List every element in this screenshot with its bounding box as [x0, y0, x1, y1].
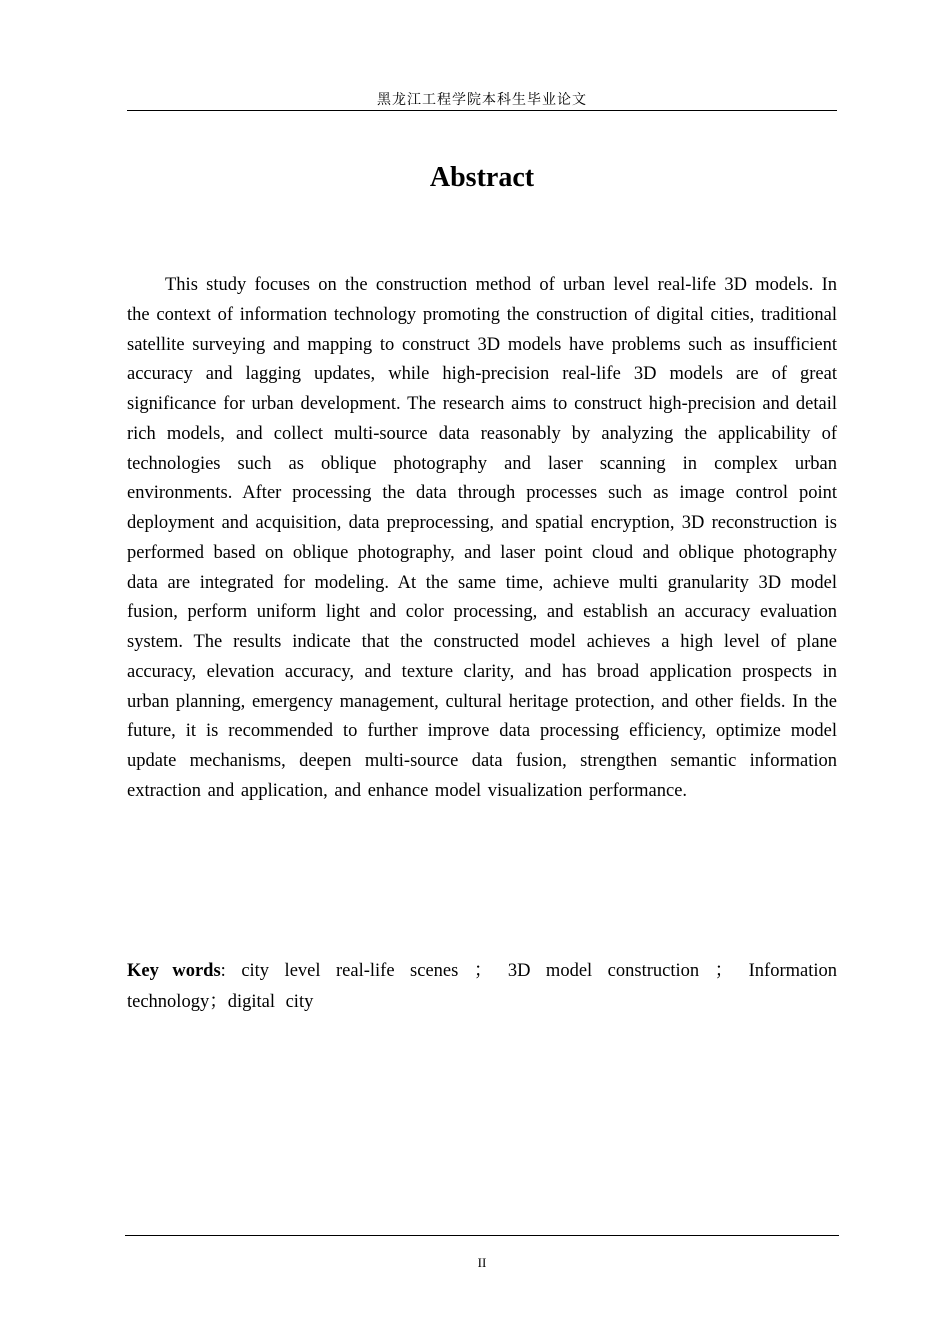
keywords-separator: : [220, 961, 242, 981]
header-divider [127, 110, 837, 111]
keywords-text: city level real-life scenes ； 3D model construction ； Information technology；digital city [127, 961, 837, 1012]
abstract-title: Abstract [429, 162, 535, 193]
abstract-body: This study focuses on the construction method of urban level real-life 3D models. In the context of information technology promoting the construction of digital cities, traditional satellite surveying and mapping to construct 3D models have problems such as insufficient accuracy and lagging updates, while high-precision real-life 3D models are of great significance for urban development. The research aims to construct high-precision and detail rich models, and collect multi-source data reasonably by analyzing the applicability of technologies such as oblique photography and laser scanning in complex urban environments. After processing the data through processes such as image control point deployment and acquisition, data preprocessing, and spatial encryption, 3D reconstruction is performed based on oblique photography, and laser point cloud and oblique photography data are integrated for modeling. At the same time, achieve multi granularity 3D model fusion, perform uniform light and color processing, and establish an accuracy evaluation system. The results indicate that the constructed model achieves a high level of plane accuracy, elevation accuracy, and texture clarity, and has broad application prospects in urban planning, emergency management, cultural heritage protection, and other fields. In the future, it is recommended to further improve data processing efficiency, optimize model update mechanisms, deepen multi-source data fusion, strengthen semantic information extraction and application, and enhance model visualization performance. [127, 275, 837, 801]
running-header: 黑龙江工程学院本科生毕业论文 [377, 92, 587, 108]
page-number: II [477, 1255, 487, 1270]
footer-divider [125, 1235, 839, 1236]
keywords-paragraph [127, 956, 837, 1018]
keywords-label: Key words [127, 961, 221, 981]
